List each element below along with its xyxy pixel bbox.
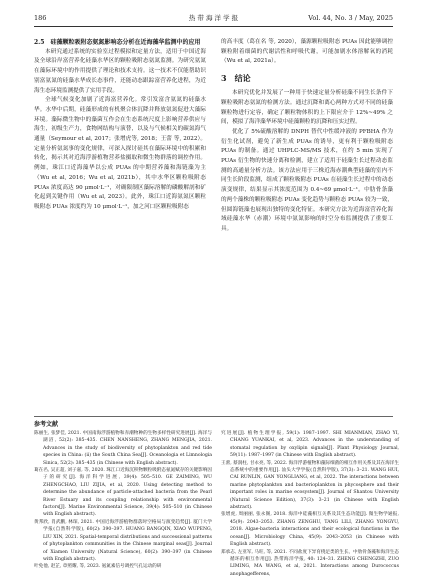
right-paragraph-2: 优化了 5%硫酸溶解的 DNPH 替代中性缓冲液的 PFBHA 作为衍生化试剂，避免了新生成 PUAs 的诱导，更有利于颗粒吸附态 PUAs 的制备。通过 UHPLC-MS/MS 技术，在约 5 min 实现了 PUAs 衍生物的快速分离和检测，建立了适用于硅藻生长过程动态监测的高通量分析方法。该方法应用于三株近海赤潮典型硅藻的室内不同生长阶段监测，组成了颗粒吸附态 PUAs 在硅藻生长过程中的动态演变规律，结果显示其浓度范围为 0.4~69 μmol·L⁻¹。中肋骨条藻的两个藻株的颗粒吸附态 PUAs 变化趋势与颗粒态 PUAs 较为一致，但圆海链藻也展现出独特的变化特征。本研究方法为近海富营养化海域硅藻水华（赤潮）环境中氨氮影响的时空分布监测提供了重要工具。	[221, 128, 393, 232]
section-title-2-5: 2.5 硅藻颗粒吸附态氨氮影响态分析在近海藻华监测中的应用	[34, 39, 201, 46]
volume-info: Vol. 44, No. 3 / May, 2025	[308, 14, 393, 22]
references-heading: 参考文献	[34, 421, 59, 428]
page-header	[34, 12, 393, 24]
reference-item: 陈丽生, 张梦佳, 2021. 中国南海浮游植物和赤潮物种的生物多样性研究进展[J]. 海洋与湖沼, 52(2): 385–435. CHEN NANSHENG, ZHANG MENGJIA, 2021. Advances in the study of biodiversity of phytoplankton and red tide species in China: (ii) the South China Sea[J]. Oceanologia et Limnologia Sinica, 52(2): 385–435 (in Chinese with English abstract).	[34, 431, 212, 466]
right-continuation: 的高丰度（葛在名 等, 2020），藻源颗粒吸附态 PUAs 因此能够调控颗粒附着细菌的代谢活性和呼吸代谢，可能加剧水体溶解氧的消耗（Wu et al, 2021a）。	[221, 39, 393, 65]
left-column	[34, 38, 206, 213]
reference-item: 究进展[J]. 植物生理学报, 59(1): 1987–1997. SHI MIANMIAN, ZHAO YI, CHANG YUANKAI, et al, 2023. Advances in the understanding of stomatal regulation by oxylipin signals[J]. Plant Physiology Journal, 59(11): 1987–1997 (in Chinese with English abstract).	[221, 431, 399, 459]
left-paragraph-2: 全球气候变化加剧了近海富营养化。常引发富含氨氮的硅藻水华。水华中后期，硅藻形成的有机聚合体沉降并释放氨氮促进大藻际环境。藻际微生物中的藻菌互作会在生态系统尺度上影响营养供应与海生，初级生产力，食物网结构与演替，以及与气候相关的碳氮海气通量（Seymour et al, 2017；张增虎等, 2018；王蕾 等, 2022）。定量分析氨氮事的变化规律，可深入探讨硅其在藻际环境中的积累和转化，揭示其对近海浮游植物营养盐摄取和微生物群落的调控作用。例如，珠江口近海藻华以公成 PUAs 的中期营养藻和海链藻为主（Wu et al, 2016；Wu et al, 2021b），其中水华区颗粒吸附态 PUAs 浓度高达 90 μmol·L⁻¹，对确限制区藻际溶解的磷酸解剖和矿化起到关键作用（Wu et al, 2023）。此外，珠江口近海氨氮区颗粒吸附态 PUAs 浓度约为 10 μmol·L⁻¹，加之河口区颗粒吸附态	[34, 97, 206, 210]
reference-item: 张增虎, 周丽丽, 张永阁, 2018. 海洋中硅藻相互关系及其生态功能[J]. 微生物学通报, 45(9): 2043–2053. ZHANG ZENGHU, TANG LILI, ZHANG YONGYU, 2018. Algae-bacteria interactions and their ecological functions in the ocean[J]. Microbiology China, 45(9): 2043–2053 (in Chinese with English abstract).	[221, 512, 399, 548]
reference-item: 郑承志, 左亚军, 马旺, 等, 2021. 不同盐度下异育桡足类的生长、中肋骨条藻和海洋生态循环的相互作用[J]. 热带海洋学报, 40: 124–31. ZHENG CHENGZHI, ZUO LIMING, MA WANG, et al, 2021. Interactions among Durococcus anophagefferens,	[221, 549, 399, 577]
header-rule	[34, 26, 393, 27]
section-heading-conclusion: 3 结论	[221, 73, 251, 84]
right-column	[221, 38, 393, 235]
reference-item: 王蕾, 蔡润柱, 甘永亮, 等, 2022. 海洋浮游植物和藻际细菌的相互作用关系及其在海洋生态系统中的重要作用[J]. 汕头大学学报(自然科学版), 37(3): 3–21. WANG HUI, CAI RUNLIN, GAN YONGLIANG, et al, 2022. The interactions between marine phytoplankton and bacterioplankton in phycosphere and their important roles in marine ecosystem[J]. Journal of Shantou University (Natural Science Edition), 37(3): 3–21 (in Chinese with English abstract).	[221, 460, 399, 511]
reference-item: 葛在名, 吴正超, 刘子嘉, 等, 2020. 珠江口近海沉积物颗粒吸附态氨氮赋存的关键影响因子的研究[J]. 海洋科学进展, 39(4): 505–510. GE ZAIMING, WU ZHENGCHAO, LIU ZIJIA, et al, 2020. Using detecting method to determine the abundance of particle-attached bacteria from the Pearl River Estuary and its coupling relationship with environmental factors[J]. Marine Environmental Science, 39(4): 505–510 (in Chinese with English abstract).	[34, 468, 212, 518]
references-right-column	[221, 430, 399, 578]
page-number: 186	[34, 14, 47, 22]
left-paragraph-1: 本研究通过系统的实验室过程模拟和定量方法，适用于中国近海及全球沿岸富营养化硅藻水华区的颗粒吸附态氨氮监测。为研究氨氮在藻际环境中的作用提供了理论和技术支持。这一技术不仅能帮助识别富氨氮的硅藻水华成长态事件，还能动态跟踪富营养化进程，为近海生态环境监测提供了实用手段。	[34, 48, 206, 94]
references-rule	[34, 416, 393, 417]
reference-item: 黄邦欣, 肖武鹏, 林琛, 2021. 中国近海浮游植物群落时空格局与演变趋势[J]. 厦门大学学报(自然科学版), 60(2): 390–397. HUANG BANGQIN, XIAO WUPENG, LIU XIN, 2021. Spatial-temporal distributions and successional patterns of phytoplankton communities in the Chinese marginal seas[J]. Journal of Xiamen University (Natural Science), 60(2): 390–397 (in Chinese with English abstract).	[34, 519, 212, 562]
right-paragraph-1: 本研究优化并发展了一种用于快速定量分析硅藻不同生长条件下颗粒吸附态氨氮的检测方法。通过沉降和离心两种方式对不同的硅藻颗粒物进行定容，确定了颗粒物体积的上下限应介于 12%~49% 之间，模拟了海洋藻华环境中硅藻颗粒的沉降和压实过程。	[221, 90, 393, 126]
reference-item: 叶免他, 赵芷, 章照耀, 等, 2023. 氨氮素信号调控气孔运动的研	[34, 564, 162, 570]
journal-title: 热 带 海 洋 学 报	[188, 14, 239, 22]
references-left-column	[34, 430, 212, 571]
